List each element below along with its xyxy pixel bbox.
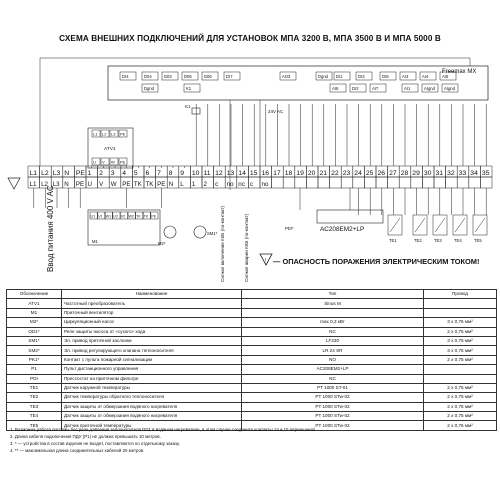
motor-terminal-label: PE bbox=[151, 214, 157, 219]
terminal-lower bbox=[411, 177, 423, 188]
table-row bbox=[7, 327, 497, 336]
terminal-number: 35 bbox=[481, 170, 490, 177]
footnote: 1. Возможна работа системы без реле давления теплоносителя DD1 в водяном нагревателе, в этом случае соедините контакты 14 и 15 перемычкой. bbox=[10, 427, 317, 432]
table-header-row bbox=[7, 290, 497, 299]
terminal-mark: PE bbox=[157, 181, 166, 188]
terminal-number: 9 bbox=[180, 170, 185, 177]
footnotes bbox=[10, 426, 490, 454]
terminal-number: 6 bbox=[145, 170, 150, 177]
terminal-mark: TK bbox=[145, 181, 154, 188]
power-supply-label: Ввод питания 400 V AC bbox=[46, 185, 55, 272]
terminal-number: 27 bbox=[389, 170, 397, 177]
terminal-number: N bbox=[64, 170, 70, 177]
alarm-signal-label: Сигнал аварии ККБ (по-контакт) bbox=[244, 213, 249, 282]
table-header: Провод bbox=[424, 290, 497, 299]
motor-terminal-label: V2 bbox=[120, 214, 126, 219]
terminal-number: 24 bbox=[354, 170, 362, 177]
table-body bbox=[7, 299, 497, 430]
table-cell: Датчик температуры обратного теплоносителя bbox=[62, 393, 242, 402]
terminal-mark: U bbox=[87, 181, 92, 188]
terminal-mark: L1 bbox=[29, 181, 37, 188]
terminal-mark: no bbox=[226, 181, 234, 188]
terminal-number: 26 bbox=[377, 170, 386, 177]
diagram-title: СХЕМА ВНЕШНИХ ПОДКЛЮЧЕНИЙ ДЛЯ УСТАНОВОК МПА 3200 В, МПА 3500 В И МПА 5000 В bbox=[59, 34, 441, 43]
damper-sm1-label: SM1* bbox=[207, 231, 218, 236]
terminal-mark: 1 bbox=[191, 181, 196, 188]
table-header: Наименование bbox=[62, 290, 242, 299]
controller-port-label: K1 bbox=[186, 86, 192, 91]
controller-port-label: DI8 bbox=[382, 74, 389, 79]
table-cell: Реле защиты насоса от «сухого» хода bbox=[62, 327, 242, 336]
table-cell: AC208EM2+LP bbox=[242, 365, 424, 374]
terminal-number: 34 bbox=[470, 170, 478, 177]
motor-terminal-label: W2 bbox=[128, 214, 134, 219]
table-cell: TE2 bbox=[7, 393, 62, 402]
table-header: Тип bbox=[242, 290, 424, 299]
table-cell: TE5 bbox=[7, 421, 62, 430]
atv-input-label: L1 bbox=[93, 131, 98, 137]
table-cell bbox=[424, 365, 497, 374]
terminal-mark: V bbox=[99, 181, 104, 188]
terminal-lower bbox=[388, 177, 400, 188]
terminal-mark: L2 bbox=[41, 181, 48, 188]
footnote: 3. * — устройства в состав изделия не входят, поставляются по отдельному заказу. bbox=[10, 441, 180, 446]
controller-ports-bottom bbox=[142, 84, 458, 92]
atv-output-label: V bbox=[102, 159, 105, 165]
terminal-lower bbox=[480, 177, 492, 188]
controller-port-label: AI3 bbox=[402, 74, 409, 79]
table-cell: LF230 bbox=[242, 336, 424, 345]
terminal-mark: PE bbox=[75, 181, 85, 188]
warning-triangle-mark: ! bbox=[264, 258, 267, 264]
motor-terminal-label: TK bbox=[143, 214, 149, 219]
table-cell: NO bbox=[242, 355, 424, 364]
terminal-mark: L bbox=[180, 181, 184, 188]
table-cell: Датчик защиты от обмерзания водяного нагревателя bbox=[62, 412, 242, 421]
sensor-diagonal bbox=[475, 218, 485, 232]
terminal-number: 16 bbox=[261, 170, 270, 177]
controller-port-label: AIgnd bbox=[444, 86, 455, 91]
table-cell: Sinus M bbox=[242, 299, 424, 308]
terminal-lower bbox=[283, 177, 295, 188]
atv-input-label: L2 bbox=[102, 131, 107, 137]
terminal-mark: nc bbox=[238, 181, 245, 188]
table-cell: NC bbox=[242, 327, 424, 336]
sensor-diagonal bbox=[435, 218, 445, 232]
table-row bbox=[7, 355, 497, 364]
table-cell: 2 х 0,75 мм² bbox=[424, 383, 497, 392]
motor-terminal-label: U2 bbox=[113, 214, 118, 219]
terminal-lower bbox=[469, 177, 481, 188]
controller-port-label: DI4 bbox=[122, 74, 129, 79]
motor-terminal-label: V1 bbox=[98, 214, 103, 219]
table-row bbox=[7, 365, 497, 374]
terminal-number: 5 bbox=[133, 170, 138, 177]
terminal-number: 30 bbox=[423, 170, 432, 177]
remote-p1-block bbox=[317, 210, 383, 223]
terminal-lower bbox=[434, 177, 446, 188]
table-cell: OD1* bbox=[7, 327, 62, 336]
table-row bbox=[7, 374, 497, 383]
terminal-lower bbox=[422, 177, 434, 188]
table-cell: Прессостат на приточном фильтре bbox=[62, 374, 242, 383]
table-cell: Циркуляционный насос bbox=[62, 318, 242, 327]
table-cell: SM1* bbox=[7, 336, 62, 345]
table-cell: SM2* bbox=[7, 346, 62, 355]
atv-output-label: U bbox=[93, 159, 96, 165]
table-row bbox=[7, 383, 497, 392]
damper-sm1-symbol bbox=[194, 226, 206, 238]
controller-port-label: AI4 bbox=[422, 74, 429, 79]
table-cell: Частотный преобразователь bbox=[62, 299, 242, 308]
terminal-number: 21 bbox=[319, 170, 328, 177]
motor-m1-label: M1 bbox=[92, 239, 98, 244]
table-cell: P1 bbox=[7, 365, 62, 374]
terminal-number: 7 bbox=[157, 170, 161, 177]
terminal-number: 10 bbox=[191, 170, 200, 177]
fire-signal-label: Сигнал включения ККБ (по-контакт) bbox=[220, 205, 225, 282]
controller-port-label: Dgnd bbox=[144, 86, 155, 91]
table-cell: PT 1000 STw-02 bbox=[242, 402, 424, 411]
table-cell: Приточный вентилятор bbox=[62, 308, 242, 317]
controller-port-label: DI7 bbox=[226, 74, 233, 79]
terminal-mark: W bbox=[110, 181, 117, 188]
terminal-mark: N bbox=[64, 181, 69, 188]
motor-terminal-label: TK bbox=[136, 214, 141, 219]
table-cell: Эл. привод регулирующего клапана теплоносителя bbox=[62, 346, 242, 355]
remote-p1-label: AC208EM2+LP bbox=[320, 226, 365, 233]
pump-m2-label: M2* bbox=[158, 241, 166, 246]
terminal-mark: no bbox=[261, 181, 269, 188]
table-cell: PK1* bbox=[7, 355, 62, 364]
components-table bbox=[6, 289, 497, 431]
table-cell: 2 х 0,75 мм² bbox=[424, 402, 497, 411]
terminal-mark: L3 bbox=[52, 181, 60, 188]
sensor-diagonal bbox=[390, 218, 400, 232]
controller-port-label: DI2 bbox=[352, 86, 359, 91]
terminal-number: 28 bbox=[400, 170, 409, 177]
sensor-diagonal bbox=[455, 218, 465, 232]
terminal-lower bbox=[457, 177, 469, 188]
controller-box bbox=[108, 66, 488, 100]
table-cell: 3 х 0,75 мм² bbox=[424, 318, 497, 327]
table-cell: PT 1000 ST-01 bbox=[242, 383, 424, 392]
atv-output-label: PE bbox=[120, 159, 126, 165]
table-cell: 2 х 0,75 мм² bbox=[424, 393, 497, 402]
table-cell: Датчик приточной температуры bbox=[62, 421, 242, 430]
terminal-mark: 2 bbox=[203, 181, 207, 188]
terminal-number: 3 bbox=[110, 170, 115, 177]
terminal-strip bbox=[28, 166, 492, 177]
terminal-lower bbox=[399, 177, 411, 188]
sensor-symbols bbox=[388, 215, 487, 243]
terminal-lower bbox=[446, 177, 458, 188]
table-cell: PT 1000 STw-02 bbox=[242, 421, 424, 430]
terminal-mark: TK bbox=[133, 181, 142, 188]
terminal-number: 22 bbox=[331, 170, 339, 177]
terminal-number: 18 bbox=[284, 170, 293, 177]
terminal-number: L1 bbox=[29, 170, 38, 177]
table-cell: Контакт с пульта пожарной сигнализации bbox=[62, 355, 242, 364]
terminal-number: L2 bbox=[41, 170, 49, 177]
sensor-label: TE4 bbox=[454, 238, 462, 243]
pump-m2-symbol bbox=[164, 226, 176, 238]
atv-label: ATV1 bbox=[104, 147, 116, 152]
table-row bbox=[7, 308, 497, 317]
terminal-number: 1 bbox=[87, 170, 92, 177]
atv-input-label: PE bbox=[120, 131, 126, 137]
table-cell: LR 24 SR bbox=[242, 346, 424, 355]
terminal-lower bbox=[376, 177, 388, 188]
table-cell: 3 х 0,75 мм² bbox=[424, 346, 497, 355]
footnote: 2. Длина кабеля подключения ПДУ (P1) не должна превышать 10 метров. bbox=[10, 434, 161, 439]
sensor-label: TE1 bbox=[389, 238, 397, 243]
table-cell bbox=[242, 308, 424, 317]
controller-port-label: D04 bbox=[144, 74, 152, 79]
atv-input-label: L3 bbox=[111, 131, 116, 137]
table-header: Обозначение bbox=[7, 290, 62, 299]
table-cell: 2 х 0,75 мм² bbox=[424, 421, 497, 430]
terminal-number: 12 bbox=[215, 170, 223, 177]
table-row bbox=[7, 318, 497, 327]
atv-output-label: W bbox=[111, 159, 115, 165]
pdi-label: PDI* bbox=[285, 226, 294, 231]
table-cell: M1 bbox=[7, 308, 62, 317]
table-cell: max 0,3 кВт bbox=[242, 318, 424, 327]
terminal-number: 2 bbox=[99, 170, 103, 177]
table-cell: 2 х 0,75 мм² bbox=[424, 355, 497, 364]
controller-label: Freemax MX bbox=[442, 69, 477, 75]
controller-port-label: D06 bbox=[204, 74, 212, 79]
table-cell: NC bbox=[242, 374, 424, 383]
table-cell: Датчик защиты от обмерзания водяного нагревателя bbox=[62, 402, 242, 411]
terminal-number: 25 bbox=[365, 170, 374, 177]
table-row bbox=[7, 412, 497, 421]
footnote: 4. ** — максимальная длина соединительных кабелей 20 метров. bbox=[10, 448, 145, 453]
terminal-number: 29 bbox=[412, 170, 420, 177]
terminal-number: 8 bbox=[168, 170, 173, 177]
terminal-number: 20 bbox=[307, 170, 316, 177]
table-cell: M2* bbox=[7, 318, 62, 327]
controller-port-label: AIgnd bbox=[424, 86, 435, 91]
table-row bbox=[7, 393, 497, 402]
terminal-number: 23 bbox=[342, 170, 351, 177]
table-cell: Пульт дистанционного управления bbox=[62, 365, 242, 374]
motor-terminal-label: U1 bbox=[90, 214, 96, 219]
terminal-lower bbox=[306, 177, 318, 188]
controller-port-label: AI7 bbox=[372, 86, 379, 91]
terminal-number: 14 bbox=[238, 170, 246, 177]
table-cell: PDI bbox=[7, 374, 62, 383]
sensor-label: TE3 bbox=[434, 238, 442, 243]
terminal-number: 4 bbox=[122, 170, 127, 177]
terminal-number: 15 bbox=[249, 170, 258, 177]
terminal-number: 33 bbox=[458, 170, 467, 177]
table-row bbox=[7, 402, 497, 411]
supply-24-label: 24V AC bbox=[268, 109, 284, 114]
terminal-lower bbox=[318, 177, 330, 188]
terminal-number: 17 bbox=[273, 170, 281, 177]
terminal-mark: N bbox=[168, 181, 174, 188]
terminal-lower bbox=[330, 177, 342, 188]
terminal-lower bbox=[364, 177, 376, 188]
motor-terminals bbox=[90, 212, 158, 219]
table-cell: TE1 bbox=[7, 383, 62, 392]
controller-port-label: AI5 bbox=[442, 74, 449, 79]
terminal-marks bbox=[28, 177, 492, 188]
table-cell: TE4 bbox=[7, 412, 62, 421]
sensor-diagonal bbox=[415, 218, 425, 232]
controller-port-label: D03 bbox=[164, 74, 172, 79]
table-row bbox=[7, 346, 497, 355]
terminal-number: PE bbox=[75, 170, 85, 177]
relay-label: K1 bbox=[185, 104, 191, 109]
table-cell: Датчик наружной температуры bbox=[62, 383, 242, 392]
controller-port-label: Dgnd bbox=[318, 74, 329, 79]
controller-port-label: AO3 bbox=[282, 74, 291, 79]
sensor-label: TE2 bbox=[414, 238, 422, 243]
terminal-number: 31 bbox=[435, 170, 444, 177]
terminal-number: 13 bbox=[226, 170, 235, 177]
terminal-lower bbox=[353, 177, 365, 188]
table-cell bbox=[424, 299, 497, 308]
terminal-mark: c bbox=[215, 181, 219, 188]
controller-port-label: DI1 bbox=[336, 74, 343, 79]
terminal-number: 32 bbox=[447, 170, 455, 177]
terminal-mark: PE bbox=[122, 181, 131, 188]
terminal-lower bbox=[272, 177, 284, 188]
table-row bbox=[7, 299, 497, 308]
warning-triangle-left-icon bbox=[8, 178, 20, 189]
wiring-lines bbox=[34, 58, 486, 215]
warning-text: — ОПАСНОСТЬ ПОРАЖЕНИЯ ЭЛЕКТРИЧЕСКИМ ТОКОМ! bbox=[273, 257, 480, 266]
terminal-number: L3 bbox=[52, 170, 61, 177]
controller-ports-top bbox=[120, 72, 456, 80]
table-cell: Эл. привод приточной заслонки bbox=[62, 336, 242, 345]
controller-port-label: DI3 bbox=[358, 74, 365, 79]
table-cell: 3 х 0,75 мм² bbox=[424, 336, 497, 345]
terminal-mark: c bbox=[249, 181, 253, 188]
terminal-lower bbox=[295, 177, 307, 188]
motor-terminal-label: W1 bbox=[105, 214, 112, 219]
terminal-number: 19 bbox=[296, 170, 304, 177]
table-row bbox=[7, 336, 497, 345]
table-cell: PT 1000 STw-02 bbox=[242, 412, 424, 421]
table-cell: PT 1000 STw-02 bbox=[242, 393, 424, 402]
table-cell: TE3 bbox=[7, 402, 62, 411]
terminal-lower bbox=[341, 177, 353, 188]
table-cell: ATV1 bbox=[7, 299, 62, 308]
table-cell bbox=[424, 308, 497, 317]
controller-port-label: D05 bbox=[184, 74, 192, 79]
table-cell: 2 х 0,75 мм² bbox=[424, 327, 497, 336]
controller-port-label: AI6 bbox=[332, 86, 339, 91]
controller-port-label: AI1 bbox=[404, 86, 411, 91]
table-cell: 2 х 0,75 мм² bbox=[424, 412, 497, 421]
terminal-number: 11 bbox=[203, 170, 211, 177]
table-cell bbox=[424, 374, 497, 383]
sensor-label: TE5 bbox=[474, 238, 482, 243]
